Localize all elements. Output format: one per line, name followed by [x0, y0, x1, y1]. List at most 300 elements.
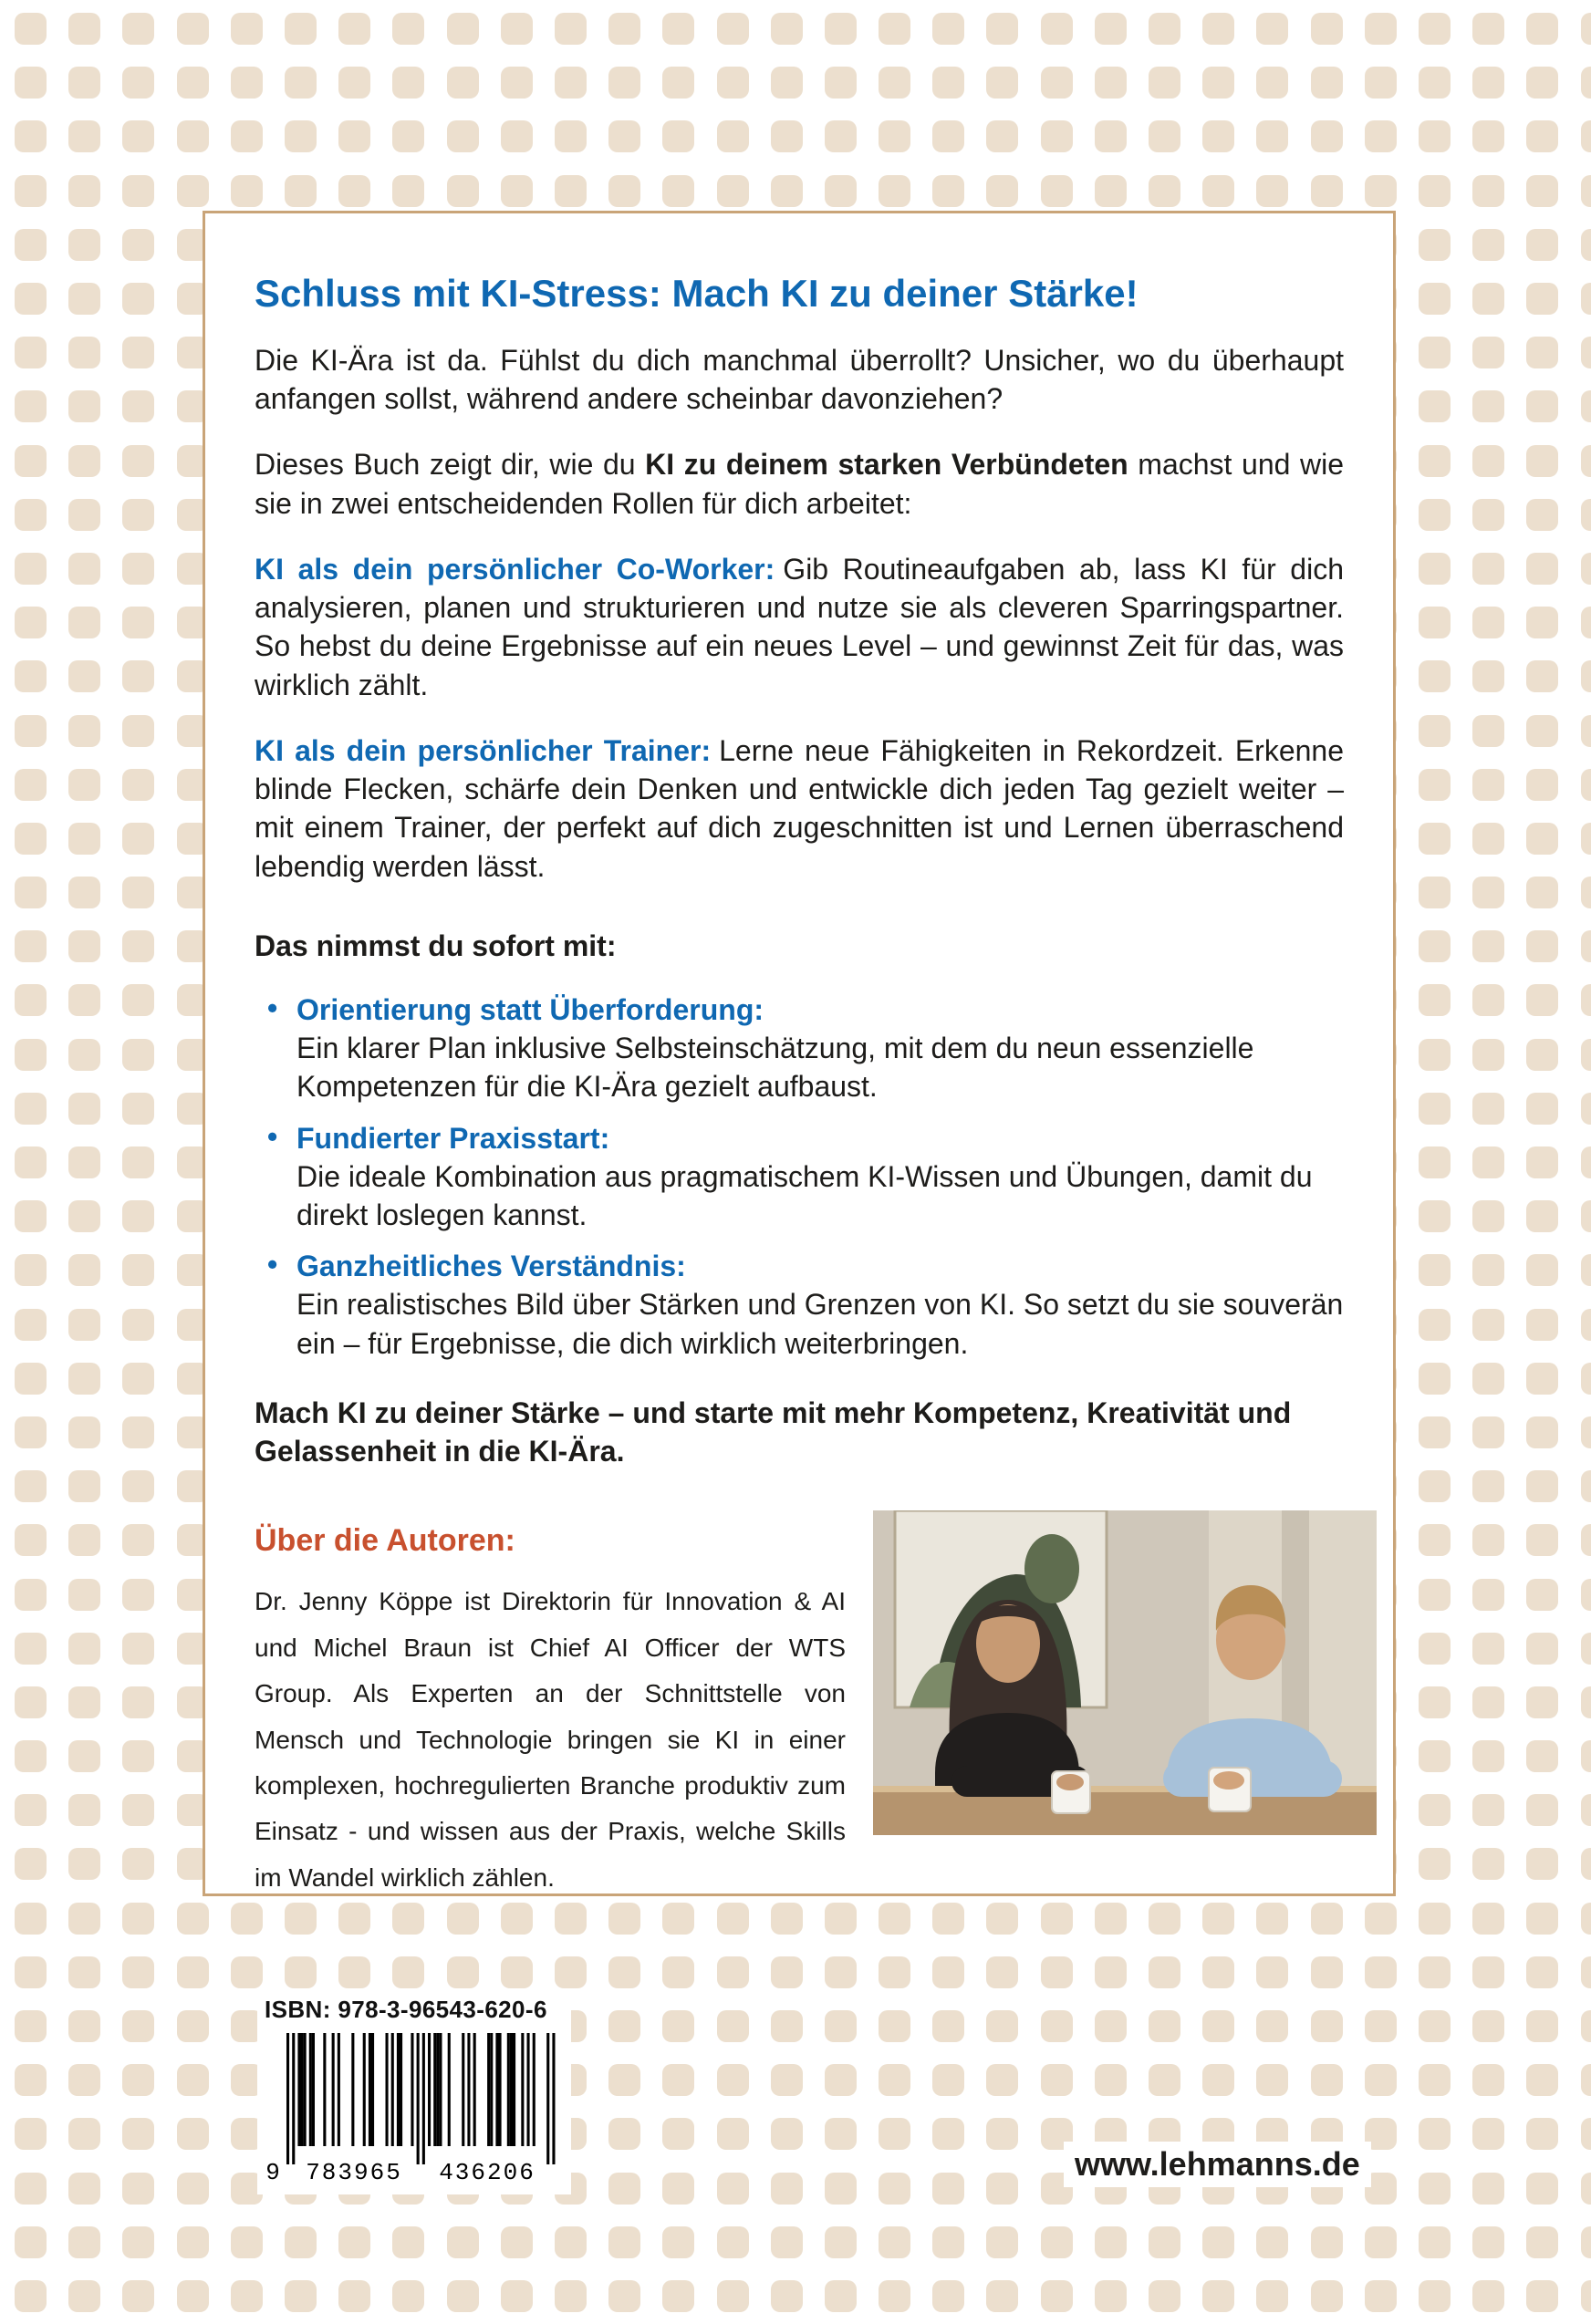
dot [177, 2010, 209, 2042]
dot [1526, 1524, 1558, 1556]
dot [608, 67, 640, 99]
dot [122, 2173, 154, 2205]
dot [68, 67, 100, 99]
dot [501, 1956, 533, 1988]
dot [68, 1524, 100, 1556]
dot [1311, 2280, 1343, 2312]
dot [1581, 337, 1591, 368]
dot [1041, 175, 1073, 207]
dot [1581, 390, 1591, 422]
dot [1526, 984, 1558, 1016]
dot [1472, 1039, 1504, 1071]
dot [825, 67, 857, 99]
dot [338, 120, 370, 152]
dot [122, 2064, 154, 2096]
dot [1095, 1903, 1127, 1935]
dot [1581, 445, 1591, 477]
dot [1311, 2064, 1343, 2096]
dot [15, 715, 47, 747]
dot [662, 2010, 694, 2042]
dot [15, 229, 47, 261]
dot [1419, 2064, 1451, 2096]
dot [932, 175, 964, 207]
dot [231, 2280, 263, 2312]
dot [15, 2064, 47, 2096]
dot [15, 2226, 47, 2258]
dot [122, 1254, 154, 1286]
dot [932, 2173, 964, 2205]
dot [68, 1470, 100, 1502]
dot [771, 2064, 803, 2096]
dot [338, 1903, 370, 1935]
dot [15, 1903, 47, 1935]
dot [1472, 2226, 1504, 2258]
dot [825, 2064, 857, 2096]
dot [1149, 2010, 1180, 2042]
dot [771, 2226, 803, 2258]
dot [1581, 1633, 1591, 1665]
dot [1581, 1956, 1591, 1988]
book-paragraph-bold: KI zu deinem starken Verbündeten [645, 448, 1128, 482]
dot [68, 2118, 100, 2150]
dot [1419, 13, 1451, 45]
dot [932, 120, 964, 152]
dot [15, 2010, 47, 2042]
dot [1581, 1794, 1591, 1826]
dot [1526, 1363, 1558, 1395]
dot [1419, 1416, 1451, 1448]
dot [1419, 445, 1451, 477]
dot [68, 499, 100, 531]
dot [1581, 2226, 1591, 2258]
dot [1472, 1309, 1504, 1341]
dot [1581, 1470, 1591, 1502]
dot [1256, 2226, 1288, 2258]
dot [1472, 715, 1504, 747]
dot [1526, 553, 1558, 585]
dot [1256, 2280, 1288, 2312]
dot [986, 1903, 1018, 1935]
dot [1472, 1254, 1504, 1286]
closing-paragraph: Mach KI zu deiner Stärke – und starte mit mehr Kompetenz, Kreativität und Gelassenheit in die KI-Ära. [255, 1395, 1292, 1468]
dot [932, 1903, 964, 1935]
dot [68, 1093, 100, 1125]
dot [986, 1956, 1018, 1988]
dot [1095, 13, 1127, 45]
dot [15, 930, 47, 962]
dot [608, 13, 640, 45]
dot [1526, 390, 1558, 422]
dot [1581, 607, 1591, 638]
dot [1365, 1903, 1397, 1935]
dot [1581, 1254, 1591, 1286]
dot [1581, 1579, 1591, 1611]
dot [1526, 1039, 1558, 1071]
benefit-lead: • Ganzheitliches Verständnis: [296, 1250, 686, 1283]
dot [1419, 1794, 1451, 1826]
dot [1472, 229, 1504, 261]
dot [15, 1200, 47, 1232]
dot [338, 2226, 370, 2258]
dot [15, 1470, 47, 1502]
dot [392, 13, 424, 45]
book-paragraph-post: machst und wie sie in zwei entscheidenden Rollen für dich arbeitet: [255, 448, 1345, 520]
dot [1256, 67, 1288, 99]
dot [1526, 499, 1558, 531]
dot [1256, 175, 1288, 207]
dot [662, 67, 694, 99]
dot [555, 2280, 587, 2312]
dot [1419, 1146, 1451, 1178]
dot [392, 1956, 424, 1988]
dot [15, 1848, 47, 1880]
dot [177, 2280, 209, 2312]
dot [608, 120, 640, 152]
dot [1526, 175, 1558, 207]
dot [1095, 120, 1127, 152]
dot [1581, 283, 1591, 315]
dot [1419, 2010, 1451, 2042]
dot [717, 2118, 749, 2150]
dot [879, 2280, 910, 2312]
dot [501, 1903, 533, 1935]
isbn-label: ISBN: 978-3-96543-620-6 [265, 1996, 547, 2023]
dot [68, 930, 100, 962]
dot [825, 2173, 857, 2205]
dot [122, 553, 154, 585]
dot [1472, 2280, 1504, 2312]
dot [986, 2226, 1018, 2258]
dot [15, 1956, 47, 1988]
dot [1311, 1903, 1343, 1935]
dot [662, 1903, 694, 1935]
dot [15, 13, 47, 45]
dot [177, 1956, 209, 1988]
authors-photo [873, 1510, 1377, 1835]
dot [1095, 2010, 1127, 2042]
dot [122, 2226, 154, 2258]
dot [285, 1903, 317, 1935]
dot [68, 2010, 100, 2042]
dot [986, 120, 1018, 152]
dot [122, 499, 154, 531]
dot [15, 175, 47, 207]
dot [1365, 120, 1397, 152]
dot [1256, 120, 1288, 152]
dot [771, 2010, 803, 2042]
dot [1526, 1956, 1558, 1988]
dot [1472, 1686, 1504, 1718]
dot [1202, 1956, 1234, 1988]
dot [1581, 1416, 1591, 1448]
dot [1202, 2280, 1234, 2312]
dot [1581, 715, 1591, 747]
ean13-barcode [265, 2031, 556, 2184]
dot [1472, 13, 1504, 45]
dot [1526, 445, 1558, 477]
blurb-panel [203, 211, 1396, 1896]
dot [68, 2280, 100, 2312]
role-trainer-paragraph [255, 731, 1344, 886]
dot [122, 1956, 154, 1988]
dot [68, 877, 100, 908]
dot [1365, 1956, 1397, 1988]
dot [1419, 1848, 1451, 1880]
dot [1419, 229, 1451, 261]
dot [1581, 67, 1591, 99]
dot [1581, 1200, 1591, 1232]
dot [771, 2173, 803, 2205]
dot [231, 1903, 263, 1935]
dot [68, 1146, 100, 1178]
dot [122, 1309, 154, 1341]
dot [1149, 2226, 1180, 2258]
dot [68, 1633, 100, 1665]
dot [122, 1470, 154, 1502]
dot [122, 823, 154, 855]
dot [1202, 2010, 1234, 2042]
dot [1419, 175, 1451, 207]
dot [122, 1363, 154, 1395]
dot [608, 2173, 640, 2205]
dot [1419, 120, 1451, 152]
dot [15, 390, 47, 422]
dot [1581, 1740, 1591, 1772]
dot [1581, 1524, 1591, 1556]
dot [1472, 769, 1504, 801]
website-text: www.lehmanns.de [1064, 2142, 1371, 2187]
dot [1526, 1740, 1558, 1772]
dot [1472, 1363, 1504, 1395]
dot [1365, 67, 1397, 99]
dot [1256, 13, 1288, 45]
dot [662, 2173, 694, 2205]
dot [1149, 2280, 1180, 2312]
dot [1472, 283, 1504, 315]
barcode-digits: 783965 [306, 2159, 402, 2184]
dot [1526, 2064, 1558, 2096]
dot [1149, 1903, 1180, 1935]
dot [1419, 877, 1451, 908]
dot [879, 120, 910, 152]
dot [1149, 1956, 1180, 1988]
dot [1526, 1200, 1558, 1232]
dot [15, 1416, 47, 1448]
dot [231, 2226, 263, 2258]
dot [1419, 1686, 1451, 1718]
dot [1256, 1956, 1288, 1988]
dot [122, 67, 154, 99]
dot [15, 823, 47, 855]
dot [501, 175, 533, 207]
dot [15, 769, 47, 801]
dot [825, 13, 857, 45]
dot [986, 13, 1018, 45]
dot [555, 120, 587, 152]
dot [555, 1903, 587, 1935]
dot [608, 2064, 640, 2096]
dot [15, 445, 47, 477]
dot [1581, 1039, 1591, 1071]
dot [231, 175, 263, 207]
dot [1472, 1794, 1504, 1826]
dot [1472, 2118, 1504, 2150]
dot [122, 1686, 154, 1718]
dot [1311, 120, 1343, 152]
dot [1581, 499, 1591, 531]
role-coworker-text: Gib Routineaufgaben ab, lass KI für dich analysieren, planen und strukturieren und nutze sie als cleveren Sparringspartner. So hebst du deine Ergebnisse auf ein neues Level – und gewinnst Zeit für das, was wirklich zählt. [255, 552, 1345, 701]
dot [15, 1254, 47, 1286]
dot [717, 2010, 749, 2042]
dot [177, 2064, 209, 2096]
dot [231, 1956, 263, 1988]
dot [1526, 120, 1558, 152]
dot [1472, 930, 1504, 962]
dot [15, 499, 47, 531]
dot [68, 2173, 100, 2205]
dot [1095, 175, 1127, 207]
dot [1419, 1740, 1451, 1772]
dot [1581, 2010, 1591, 2042]
dot [68, 1903, 100, 1935]
dot [501, 2226, 533, 2258]
dot [447, 67, 479, 99]
dot [1472, 390, 1504, 422]
dot [1419, 1039, 1451, 1071]
dot [177, 67, 209, 99]
dot [68, 715, 100, 747]
dot [717, 2226, 749, 2258]
dot [122, 930, 154, 962]
dot [825, 2226, 857, 2258]
benefit-lead: • Orientierung statt Überforderung: [296, 992, 764, 1026]
dot [1419, 337, 1451, 368]
dot [338, 1956, 370, 1988]
dot [68, 984, 100, 1016]
dot [986, 67, 1018, 99]
dot [392, 67, 424, 99]
dot [338, 67, 370, 99]
dot [1419, 2226, 1451, 2258]
dot [1526, 877, 1558, 908]
authors-heading: Über die Autoren: [255, 1523, 515, 1559]
dot [1526, 13, 1558, 45]
dot [879, 2118, 910, 2150]
dot [1581, 1363, 1591, 1395]
dot [1526, 1309, 1558, 1341]
dot [68, 1740, 100, 1772]
dot [447, 2226, 479, 2258]
dot [879, 2226, 910, 2258]
dot [447, 1903, 479, 1935]
dot [177, 2173, 209, 2205]
dot [879, 2010, 910, 2042]
dot [1419, 2118, 1451, 2150]
dot [68, 1416, 100, 1448]
dot [15, 1794, 47, 1826]
dot [1419, 283, 1451, 315]
dot [825, 175, 857, 207]
dot [986, 2118, 1018, 2150]
dot [15, 1093, 47, 1125]
benefit-item [255, 1247, 1344, 1363]
dot [662, 120, 694, 152]
dot [1149, 120, 1180, 152]
dot [122, 2280, 154, 2312]
dot [1581, 1146, 1591, 1178]
dot [1149, 67, 1180, 99]
dot [15, 1363, 47, 1395]
dot [1311, 13, 1343, 45]
dot [501, 67, 533, 99]
dot [555, 13, 587, 45]
dot [1581, 1903, 1591, 1935]
dot [1041, 1903, 1073, 1935]
dot [1581, 2280, 1591, 2312]
benefit-text: Ein klarer Plan inklusive Selbsteinschätzung, mit dem du neun essenzielle Kompetenzen für die KI-Ära gezielt aufbaust. [296, 1032, 1254, 1104]
dot [879, 67, 910, 99]
dot [1581, 2064, 1591, 2096]
dot [1365, 2226, 1397, 2258]
dot [1202, 120, 1234, 152]
dot [771, 13, 803, 45]
dot [68, 1039, 100, 1071]
dot [122, 1794, 154, 1826]
dot [68, 1200, 100, 1232]
dot [15, 2118, 47, 2150]
dot [68, 229, 100, 261]
dot [177, 1903, 209, 1935]
dot [1419, 1309, 1451, 1341]
dot [932, 2118, 964, 2150]
dot [501, 2280, 533, 2312]
dot [1041, 2226, 1073, 2258]
dot [392, 175, 424, 207]
dot [717, 13, 749, 45]
dot [1041, 2064, 1073, 2096]
dot [1581, 769, 1591, 801]
dot [68, 1794, 100, 1826]
dot [285, 67, 317, 99]
dot [1419, 67, 1451, 99]
dot [447, 175, 479, 207]
dot [1311, 2010, 1343, 2042]
dot [555, 1956, 587, 1988]
dot [1419, 769, 1451, 801]
barcode-digits: 436206 [439, 2159, 536, 2184]
dot [501, 13, 533, 45]
dot [825, 1903, 857, 1935]
dot [122, 1039, 154, 1071]
dot [1041, 2010, 1073, 2042]
dot [1472, 607, 1504, 638]
dot [392, 2226, 424, 2258]
dot [1472, 499, 1504, 531]
dot [1419, 607, 1451, 638]
dot [1311, 67, 1343, 99]
dot [825, 2280, 857, 2312]
dot [1419, 1093, 1451, 1125]
dot [68, 769, 100, 801]
dot [1419, 553, 1451, 585]
dot [1526, 607, 1558, 638]
dot [1472, 1903, 1504, 1935]
dot [122, 445, 154, 477]
dot [1581, 660, 1591, 692]
dot [1526, 1416, 1558, 1448]
dot [1526, 1093, 1558, 1125]
dot [1526, 1470, 1558, 1502]
